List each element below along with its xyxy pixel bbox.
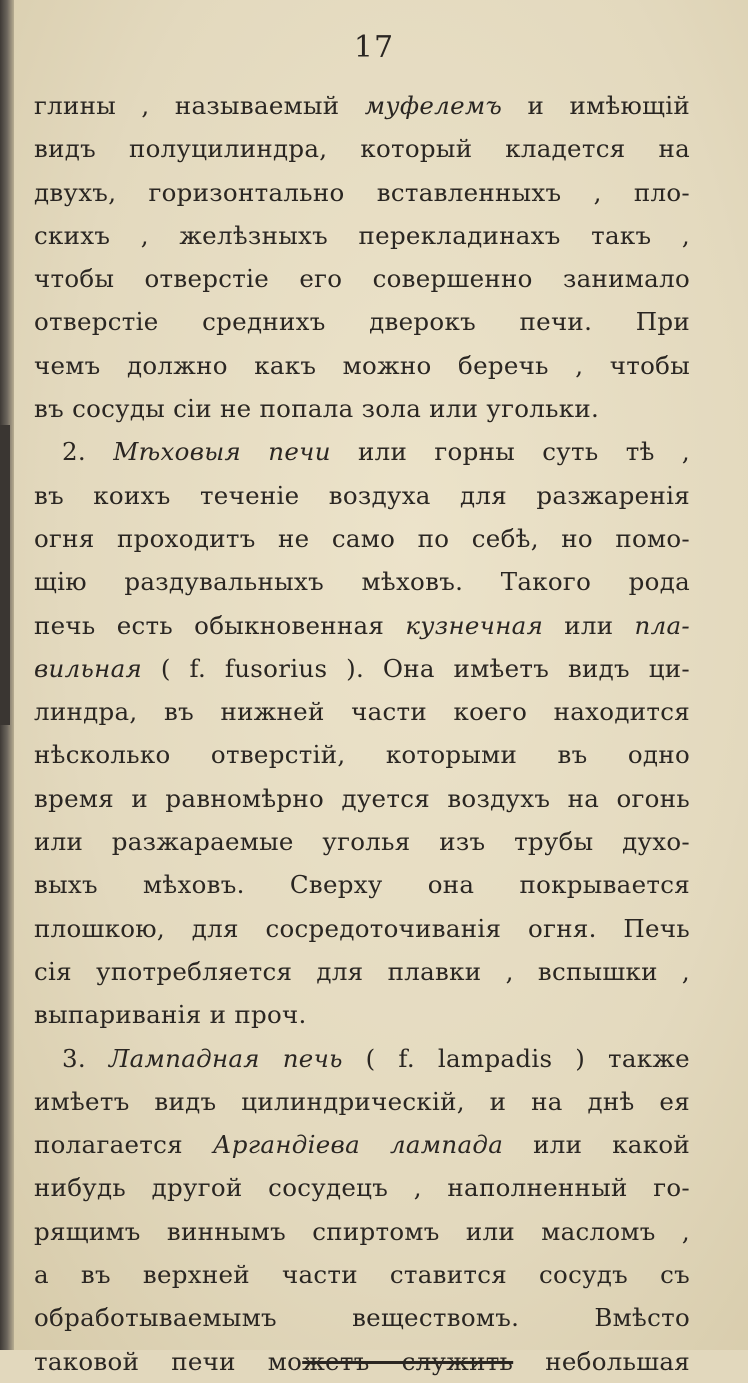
italic-term: муфелемъ <box>364 91 503 120</box>
text-segment: обработываемымъ веществомъ. Вмѣсто <box>34 1303 690 1333</box>
text-segment: или горны суть тѣ , <box>330 437 690 467</box>
text-segment: небольшая <box>513 1346 690 1376</box>
text-line <box>34 1037 690 1080</box>
text-line <box>34 171 690 214</box>
text-line <box>34 907 690 950</box>
text-line <box>34 257 690 300</box>
text-segment: въ коихъ теченіе воздуха для разжаренія <box>34 480 690 510</box>
text-segment: двухъ, горизонтально вставленныхъ , пло- <box>34 177 690 207</box>
text-line <box>34 863 690 906</box>
text-segment: линдра, въ нижней части коего находится <box>34 697 690 727</box>
text-line <box>34 1123 690 1166</box>
text-segment: или какой <box>503 1130 691 1160</box>
text-line <box>34 1340 690 1383</box>
text-line <box>34 214 690 257</box>
text-segment: полагается <box>34 1130 213 1160</box>
text-segment: сія употребляется для плавки , вспышки , <box>34 956 690 986</box>
italic-term: вильная <box>34 653 143 683</box>
text-line <box>34 517 690 560</box>
text-segment: нѣсколько отверстій, которыми въ одно <box>34 740 690 770</box>
body-text <box>34 84 690 1383</box>
text-line <box>34 1166 690 1209</box>
text-line <box>34 300 690 343</box>
text-line <box>34 1296 690 1339</box>
text-segment: нибудь другой сосудецъ , наполненный го- <box>34 1173 690 1203</box>
italic-term: кузнечная <box>405 610 544 640</box>
text-line <box>34 993 690 1036</box>
text-line <box>34 820 690 863</box>
text-segment: отверстіе среднихъ дверокъ печи. При <box>34 307 690 337</box>
text-line <box>34 1253 690 1296</box>
text-segment: ( f. lampadis ) также <box>342 1043 690 1073</box>
text-segment: время и равномѣрно дуется воздухъ на огонь <box>34 783 690 813</box>
binding-shadow <box>0 425 10 725</box>
text-segment: плошкою, для сосредоточиванія огня. Печь <box>34 913 690 943</box>
text-line <box>34 84 690 127</box>
text-segment: видъ полуцилиндра, который кладется на <box>34 134 690 164</box>
text-line <box>34 344 690 387</box>
italic-term: пла- <box>634 610 690 640</box>
text-segment: выхъ мѣховъ. Сверху она покрывается <box>34 870 690 900</box>
text-segment: таковой печи мо <box>34 1346 303 1376</box>
text-segment: скихъ , желѣзныхъ перекладинахъ такъ , <box>34 220 690 250</box>
text-segment: рящимъ виннымъ спиртомъ или масломъ , <box>34 1216 690 1246</box>
text-segment: щію раздувальныхъ мѣховъ. Такого рода <box>34 567 690 597</box>
text-line <box>34 387 690 430</box>
text-line <box>34 733 690 776</box>
text-segment: или <box>543 610 635 640</box>
text-segment: и имѣющій <box>502 91 690 120</box>
text-line <box>34 1080 690 1123</box>
text-line <box>34 560 690 603</box>
text-segment: а въ верхней части ставится сосудъ съ <box>34 1260 690 1290</box>
page-number: 17 <box>353 30 395 65</box>
text-segment: 3. <box>62 1043 109 1073</box>
text-segment: чемъ должно какъ можно беречь , чтобы <box>34 350 690 380</box>
text-line <box>34 127 690 170</box>
text-segment: 2. <box>62 437 114 467</box>
text-line <box>34 777 690 820</box>
text-segment: или разжараемые уголья изъ трубы духо- <box>34 827 690 857</box>
text-segment: ( f. fusorius ). Она имѣетъ видъ ци- <box>142 653 690 683</box>
text-segment: чтобы отверстіе его совершенно занимало <box>34 264 690 294</box>
italic-term: Лампадная печь <box>108 1043 343 1073</box>
italic-term: Аргандіева лампада <box>212 1130 504 1160</box>
struck-text: жетъ служить <box>302 1346 514 1376</box>
text-line <box>34 950 690 993</box>
text-line <box>34 690 690 733</box>
text-segment: въ сосуды сіи не попала зола или угольки. <box>34 394 600 424</box>
text-segment: имѣетъ видъ цилиндрическій, и на днѣ ея <box>34 1086 690 1116</box>
text-line <box>34 430 690 473</box>
text-segment: глины , называемый <box>34 91 365 120</box>
text-line <box>34 1210 690 1253</box>
text-segment: выпариванія и проч. <box>34 1000 307 1030</box>
text-segment: печь есть обыкновенная <box>34 610 406 640</box>
text-line <box>34 647 690 690</box>
text-line <box>34 474 690 517</box>
text-line <box>34 604 690 647</box>
text-segment: огня проходитъ не само по себѣ, но помо- <box>34 523 690 553</box>
italic-term: Мѣховыя печи <box>113 437 331 467</box>
